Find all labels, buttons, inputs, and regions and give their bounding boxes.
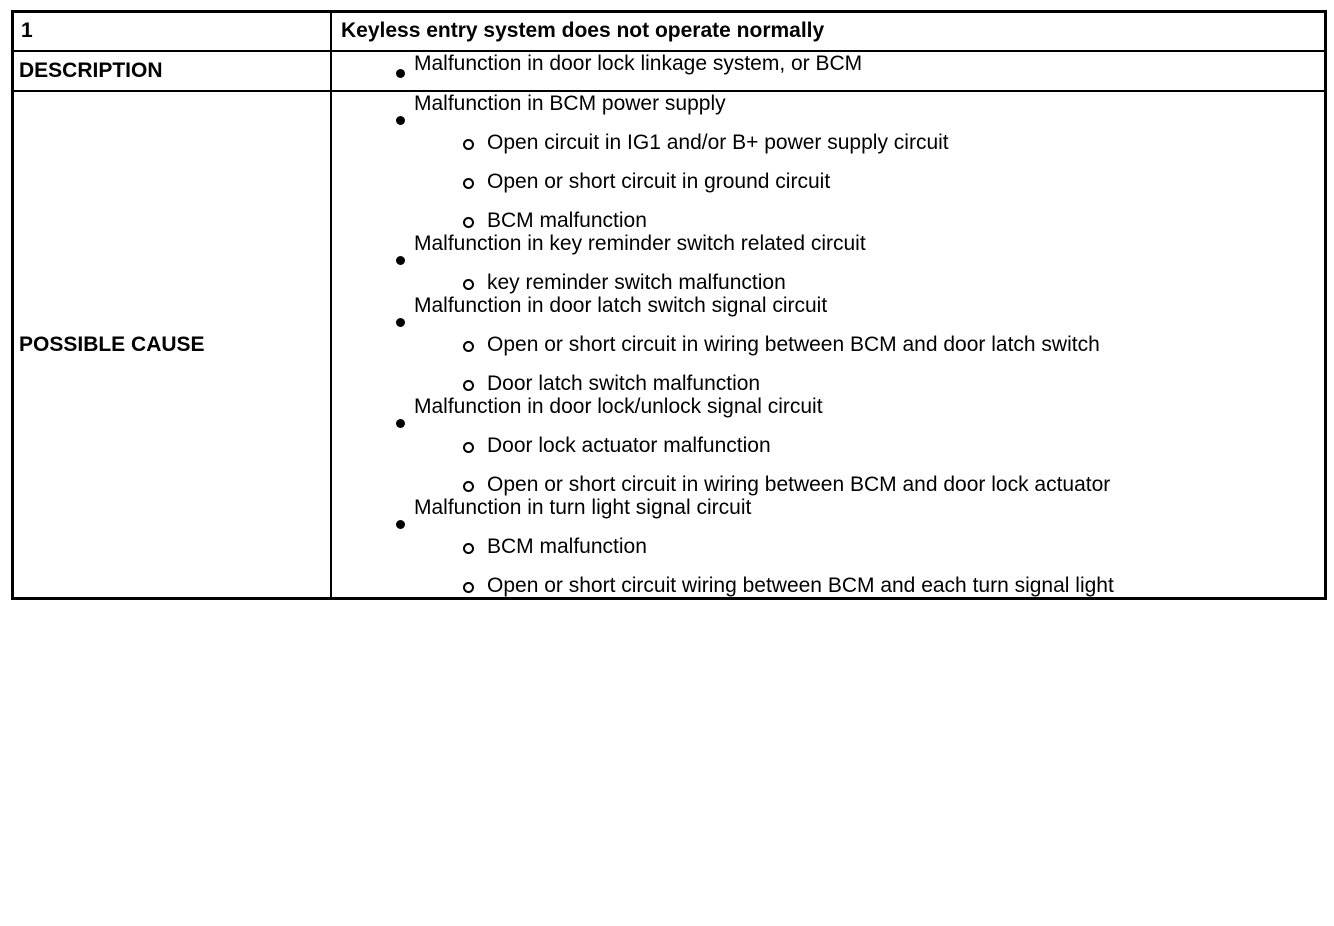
sub-list-item	[414, 154, 1324, 193]
list-item-label: Malfunction in door lock/unlock signal circuit	[414, 395, 823, 418]
description-label-cell	[13, 51, 332, 91]
sub-list-item-label: Door latch switch malfunction	[487, 372, 761, 395]
sub-list-item	[414, 418, 1324, 457]
list-item-label: Malfunction in BCM power supply	[414, 92, 726, 115]
bullet-circle-icon	[463, 178, 474, 189]
sub-list-item	[414, 115, 1324, 154]
sub-list	[414, 255, 1324, 294]
sub-list-item-label: key reminder switch malfunction	[487, 271, 786, 294]
table-row-header	[13, 12, 1326, 52]
sub-list	[414, 519, 1324, 597]
bullet-dot-icon	[396, 318, 405, 327]
sub-list-item	[414, 558, 1324, 597]
bullet-circle-icon	[463, 442, 474, 453]
diagnostic-fault-table	[11, 10, 1327, 600]
bullet-dot-icon	[396, 520, 405, 529]
sub-list-item-label: Open or short circuit in wiring between BCM and door lock actuator	[487, 473, 1111, 496]
table-row-possible-cause	[13, 91, 1326, 599]
list-item	[332, 52, 1324, 75]
sub-list-item	[414, 519, 1324, 558]
list-item	[332, 232, 1324, 294]
bullet-circle-icon	[463, 543, 474, 554]
list-item	[332, 496, 1324, 597]
sub-list	[414, 115, 1324, 232]
possible-cause-content-cell	[331, 91, 1326, 599]
bullet-dot-icon	[396, 256, 405, 265]
possible-cause-label: POSSIBLE CAUSE	[19, 332, 205, 356]
possible-cause-label-cell	[13, 91, 332, 599]
bullet-dot-icon	[396, 116, 405, 125]
sub-list-item-label: Door lock actuator malfunction	[487, 434, 771, 457]
table-row-description	[13, 51, 1326, 91]
list-item-label: Malfunction in turn light signal circuit	[414, 496, 752, 519]
description-list	[332, 52, 1324, 75]
sub-list-item	[414, 317, 1324, 356]
row-title: Keyless entry system does not operate normally	[341, 19, 825, 42]
bullet-circle-icon	[463, 279, 474, 290]
list-item-label: Malfunction in door latch switch signal circuit	[414, 294, 828, 317]
sub-list-item-label: Open or short circuit in wiring between BCM and door latch switch	[487, 333, 1100, 356]
sub-list	[414, 418, 1324, 496]
list-item	[332, 92, 1324, 232]
sub-list-item	[414, 356, 1324, 395]
sub-list-item	[414, 457, 1324, 496]
bullet-circle-icon	[463, 139, 474, 150]
possible-cause-list	[332, 92, 1324, 597]
sub-list-item	[414, 193, 1324, 232]
bullet-circle-icon	[463, 380, 474, 391]
bullet-dot-icon	[396, 69, 405, 78]
sub-list-item-label: Open or short circuit wiring between BCM and each turn signal light	[487, 574, 1114, 597]
sub-list-item	[414, 255, 1324, 294]
bullet-dot-icon	[396, 419, 405, 428]
sub-list-item-label: Open circuit in IG1 and/or B+ power supply circuit	[487, 131, 949, 154]
list-item	[332, 294, 1324, 395]
description-content-cell	[331, 51, 1326, 91]
bullet-circle-icon	[463, 481, 474, 492]
row-number-cell	[13, 12, 332, 52]
bullet-circle-icon	[463, 217, 474, 228]
list-item-label: Malfunction in key reminder switch related circuit	[414, 232, 866, 255]
list-item-label: Malfunction in door lock linkage system, or BCM	[414, 52, 863, 75]
sub-list-item-label: BCM malfunction	[487, 209, 647, 232]
list-item	[332, 395, 1324, 496]
row-number: 1	[21, 19, 33, 42]
description-label: DESCRIPTION	[19, 59, 163, 82]
sub-list	[414, 317, 1324, 395]
bullet-circle-icon	[463, 582, 474, 593]
sub-list-item-label: Open or short circuit in ground circuit	[487, 170, 831, 193]
bullet-circle-icon	[463, 341, 474, 352]
row-title-cell	[331, 12, 1326, 52]
sub-list-item-label: BCM malfunction	[487, 535, 647, 558]
